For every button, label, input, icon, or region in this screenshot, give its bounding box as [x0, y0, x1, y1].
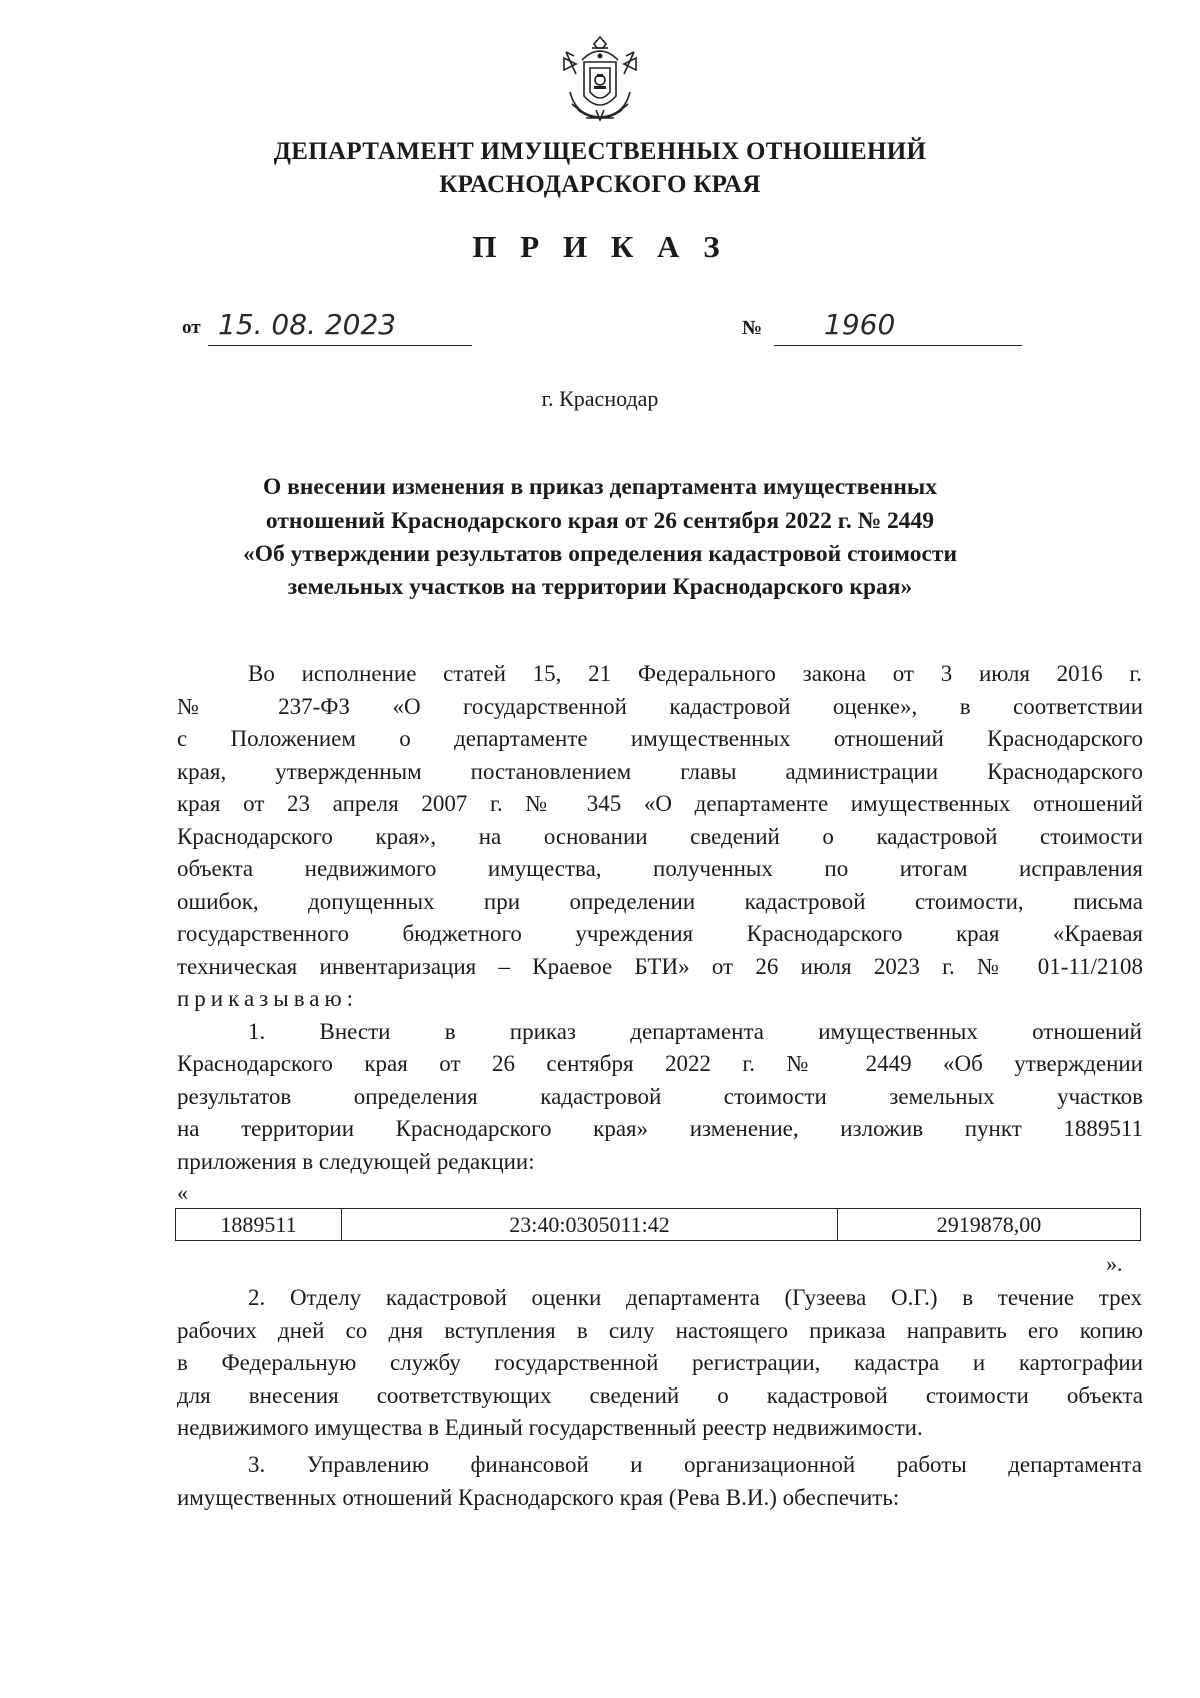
table-cell-cadastral-value: 2919878,00 [936, 1211, 1042, 1237]
body-line: для внесения соответствующих сведений о кадастровой стоимости объекта [177, 1383, 1143, 1408]
order-number-handwritten: 1960 [824, 308, 896, 341]
body-line-order-word: приказываю: [177, 986, 359, 1011]
body-line: края, утвержденным постановлением главы администрации Краснодарского [177, 759, 1143, 784]
body-line: Во исполнение статей 15, 21 Федерального закона от 3 июля 2016 г. [248, 661, 1142, 686]
table-cell-item-number: 1889511 [176, 1209, 342, 1240]
body-line: приложения в следующей редакции: [177, 1149, 535, 1174]
body-line: № 237-ФЗ «О государственной кадастровой оценке», в соответствии [177, 694, 1143, 719]
body-line: государственного бюджетного учреждения Краснодарского края «Краевая [177, 921, 1143, 946]
body-line: 1. Внести в приказ департамента имущественных отношений [248, 1019, 1142, 1044]
order-title-line: земельных участков на территории Краснодарского края» [287, 574, 913, 600]
department-name-line1: ДЕПАРТАМЕНТ ИМУЩЕСТВЕННЫХ ОТНОШЕНИЙ [273, 138, 927, 165]
body-line: имущественных отношений Краснодарского края (Рева В.И.) обеспечить: [177, 1485, 900, 1510]
body-line: на территории Краснодарского края» изменение, изложив пункт 1889511 [177, 1116, 1143, 1141]
body-line: недвижимого имущества в Единый государственный реестр недвижимости. [177, 1415, 923, 1440]
table-cell-cadastral-number: 23:40:0305011:42 [342, 1209, 838, 1240]
body-line: 2. Отделу кадастровой оценки департамента (Гузеева О.Г.) в течение трех [248, 1285, 1142, 1310]
city: г. Краснодар [541, 386, 659, 411]
number-underline [774, 345, 1022, 346]
body-line: 3. Управлению финансовой и организационной работы департамента [248, 1452, 1142, 1477]
table-open-quote: « [177, 1180, 188, 1205]
amendment-table [175, 1208, 1141, 1241]
body-line: результатов определения кадастровой стоимости земельных участков [177, 1084, 1143, 1109]
coat-of-arms-icon [556, 34, 644, 134]
order-title-line: отношений Краснодарского края от 26 сентября 2022 г. № 2449 [265, 508, 935, 534]
body-line: объекта недвижимого имущества, полученных по итогам исправления [177, 856, 1143, 881]
body-line: рабочих дней со дня вступления в силу настоящего приказа направить его копию [177, 1318, 1143, 1343]
number-label: № [742, 317, 763, 339]
department-name-line2: КРАСНОДАРСКОГО КРАЯ [439, 171, 761, 198]
body-line: с Положением о департаменте имущественных отношений Краснодарского [177, 726, 1143, 751]
order-title-line: О внесении изменения в приказ департамента имущественных [263, 474, 937, 500]
table-close-quote: ». [1106, 1251, 1123, 1276]
order-date-handwritten: 15. 08. 2023 [218, 308, 397, 341]
body-line: Краснодарского края от 26 сентября 2022 г. № 2449 «Об утверждении [177, 1051, 1143, 1076]
body-line: в Федеральную службу государственной регистрации, кадастра и картографии [177, 1350, 1143, 1375]
body-line: Краснодарского края», на основании сведений о кадастровой стоимости [177, 824, 1143, 849]
date-underline [208, 345, 472, 346]
order-title-line: «Об утверждении результатов определения кадастровой стоимости [242, 541, 958, 567]
body-line: края от 23 апреля 2007 г. № 345 «О департаменте имущественных отношений [177, 791, 1143, 816]
date-label: от [182, 317, 201, 338]
body-line: техническая инвентаризация – Краевое БТИ» от 26 июля 2023 г. № 01-11/2108 [177, 954, 1143, 979]
document-type-heading: П Р И К А З [472, 229, 728, 264]
body-line: ошибок, допущенных при определении кадастровой стоимости, письма [177, 889, 1143, 914]
